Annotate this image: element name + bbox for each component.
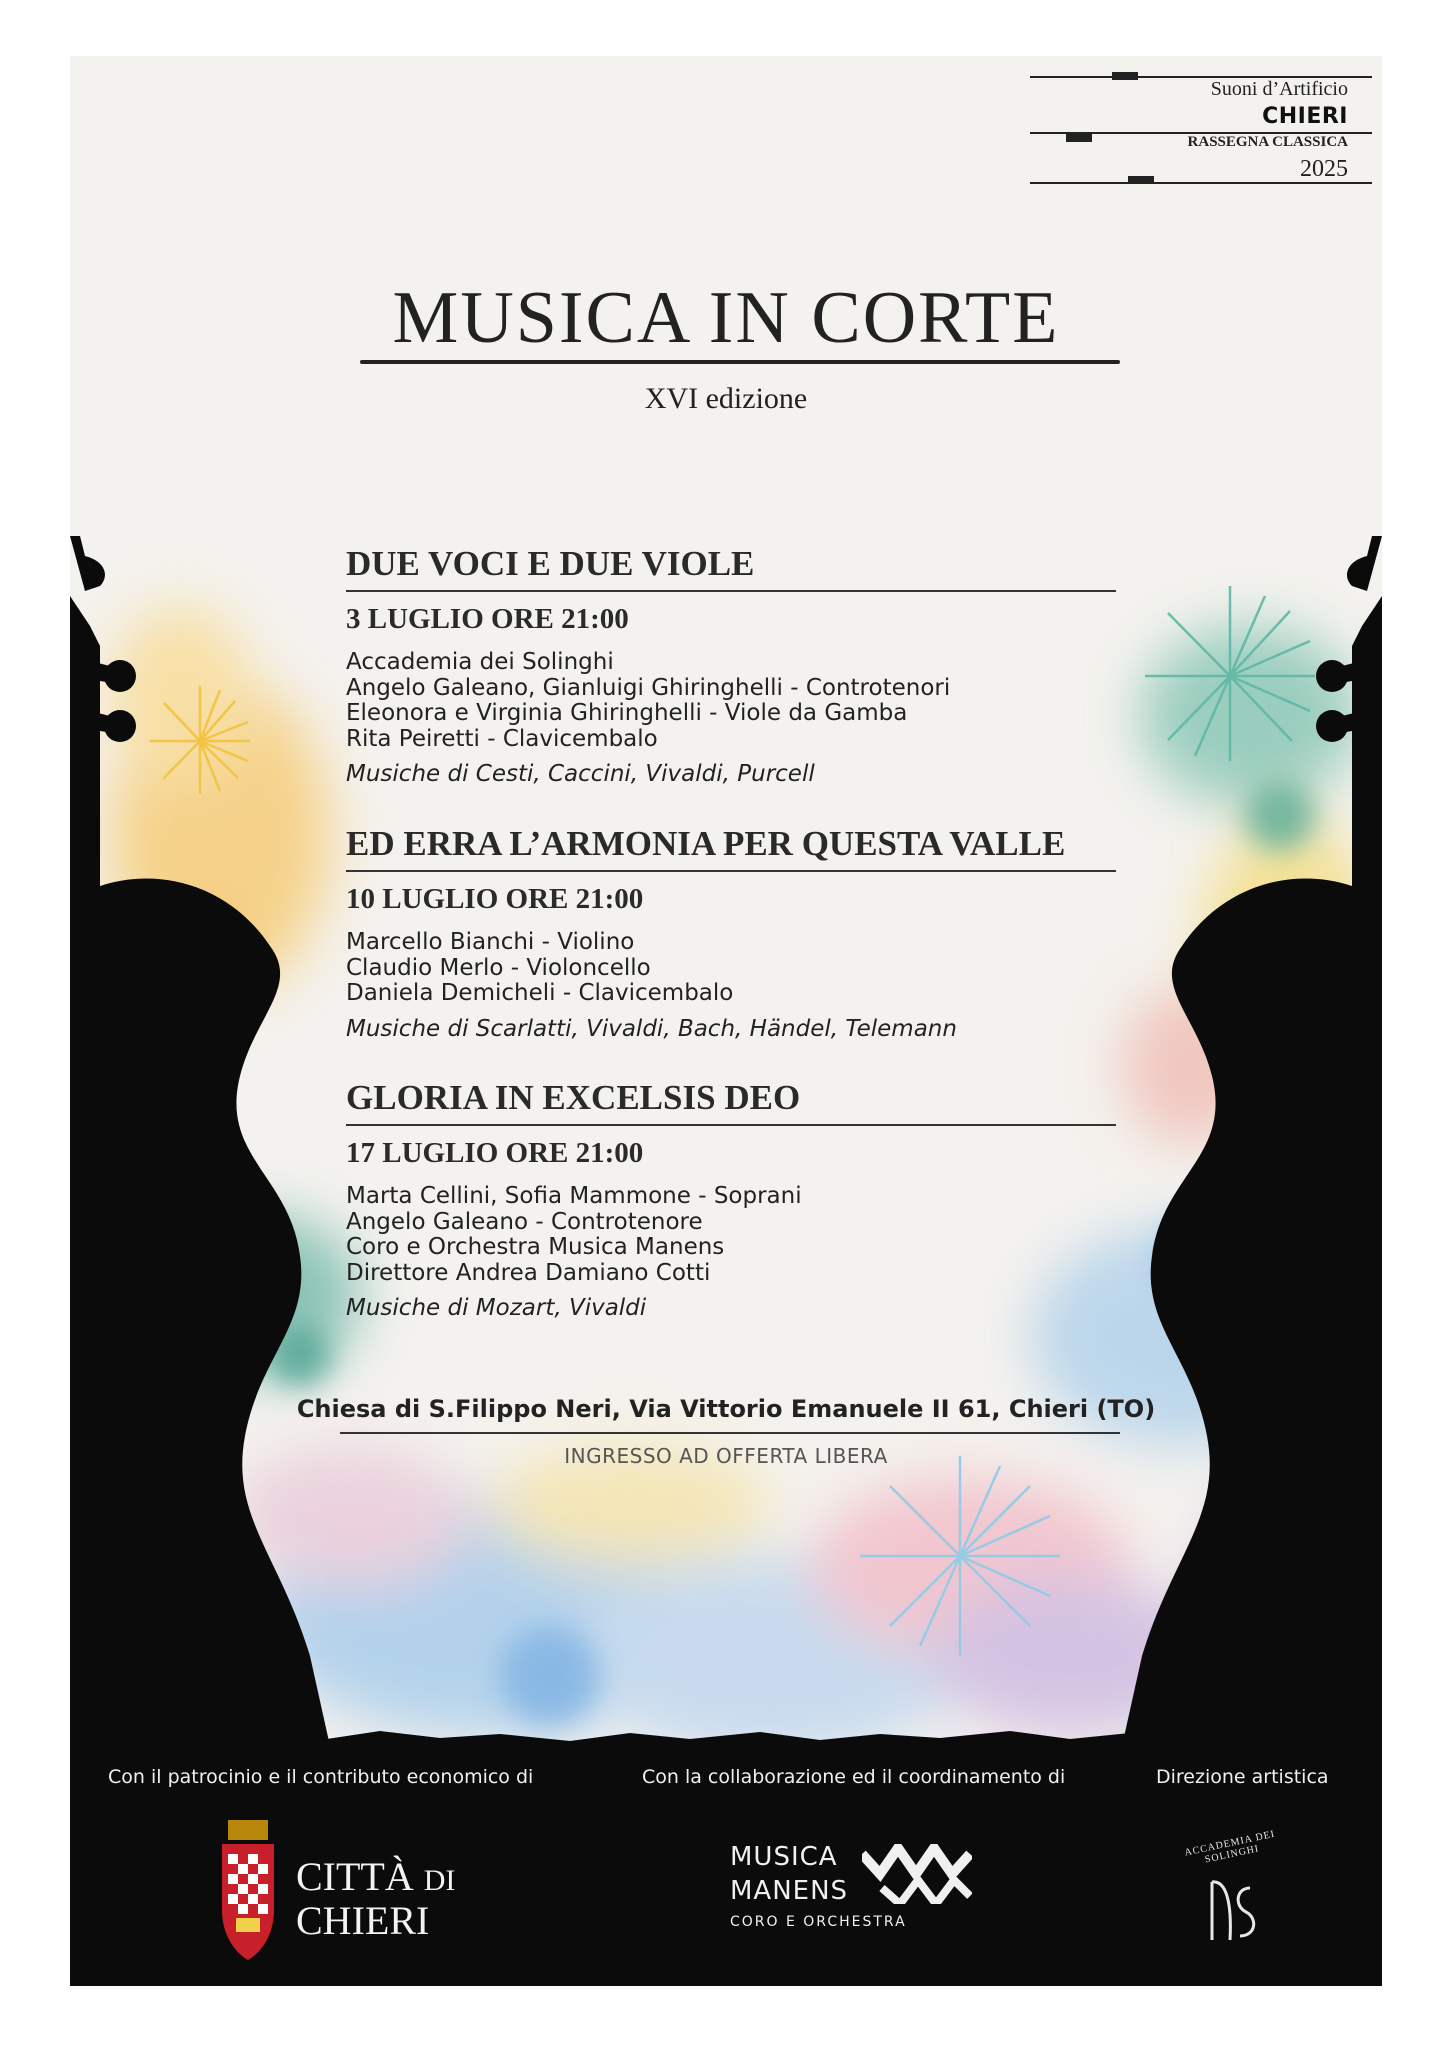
performer-line: Accademia dei Solinghi — [346, 649, 614, 675]
event-2 — [346, 824, 1116, 1043]
venue-rule — [340, 1432, 1120, 1434]
title-rule — [360, 360, 1120, 364]
brand-block — [1030, 64, 1372, 194]
performer-line: Angelo Galeano - Controtenore — [346, 1208, 703, 1235]
page-subtitle: XVI edizione — [644, 382, 808, 415]
entry-note: INGRESSO AD OFFERTA LIBERA — [564, 1444, 888, 1468]
collab-label: Con la collaborazione ed il coordinamento di — [642, 1766, 1066, 1788]
performer-line: Marcello Bianchi - Violino — [346, 929, 635, 955]
mm-line3: CORO E ORCHESTRA — [730, 1914, 907, 1930]
violin-right-silhouette — [1122, 536, 1382, 1746]
brand-line1: Suoni d’Artificio — [1210, 78, 1348, 100]
footer — [70, 1746, 1382, 1986]
citta-di-chieri-logo — [208, 1814, 468, 1964]
performer-line: Marta Cellini, Sofia Mammone - Soprani — [346, 1183, 802, 1209]
brand-line3: RASSEGNA CLASSICA — [1187, 134, 1348, 150]
event-title: GLORIA IN EXCELSIS DEO — [346, 1078, 1116, 1126]
event-title: DUE VOCI E DUE VIOLE — [346, 544, 1116, 592]
violin-left-silhouette — [70, 536, 330, 1746]
patronage-label: Con il patrocinio e il contributo economico di — [108, 1766, 534, 1788]
brand-line4: 2025 — [1300, 156, 1348, 182]
brand-line2: CHIERI — [1262, 104, 1348, 129]
event-date: 17 LUGLIO ORE 21:00 — [346, 1137, 644, 1169]
accademia-solinghi-logo — [1166, 1822, 1296, 1952]
performer-line: Angelo Galeano, Gianluigi Ghiringhelli - Controtenori — [346, 674, 951, 701]
performer-line: Daniela Demicheli - Clavicembalo — [346, 980, 734, 1006]
firework-blue — [860, 1456, 1060, 1656]
event-date: 10 LUGLIO ORE 21:00 — [346, 883, 644, 915]
direction-label: Direzione artistica — [1156, 1766, 1329, 1788]
page-title: MUSICA IN CORTE — [392, 277, 1060, 359]
city-name-line2: CHIERI — [296, 1898, 430, 1943]
wave-icon — [862, 1844, 972, 1904]
performer-line: Eleonora e Virginia Ghiringhelli - Viole da Gamba — [346, 700, 908, 726]
event-title: ED ERRA L’ARMONIA PER QUESTA VALLE — [346, 824, 1116, 872]
mm-line1: MUSICA — [730, 1842, 838, 1872]
event-composers: Musiche di Cesti, Caccini, Vivaldi, Purcell — [346, 761, 815, 787]
performer-line: Claudio Merlo - Violoncello — [346, 954, 651, 981]
poster — [70, 56, 1382, 1986]
city-di: DI — [423, 1864, 456, 1897]
event-3 — [346, 1078, 1116, 1322]
venue: Chiesa di S.Filippo Neri, Via Vittorio Emanuele II 61, Chieri (TO) — [296, 1395, 1156, 1423]
event-composers: Musiche di Mozart, Vivaldi — [346, 1295, 647, 1321]
as-text: ACCADEMIA DEI SOLINGHI — [1183, 1828, 1277, 1866]
mm-line2: MANENS — [730, 1876, 849, 1906]
event-performers — [346, 930, 1116, 1007]
city-name-line1 — [296, 1856, 455, 1902]
city-word: CITTÀ — [296, 1854, 414, 1899]
performer-line: Rita Peiretti - Clavicembalo — [346, 725, 658, 752]
performer-line: Direttore Andrea Damiano Cotti — [346, 1259, 711, 1286]
event-performers — [346, 650, 1116, 752]
event-composers: Musiche di Scarlatti, Vivaldi, Bach, Händel, Telemann — [346, 1015, 957, 1042]
event-performers — [346, 1184, 1116, 1286]
performer-line: Coro e Orchestra Musica Manens — [346, 1234, 725, 1260]
event-date: 3 LUGLIO ORE 21:00 — [346, 603, 629, 635]
event-1 — [346, 544, 1116, 788]
musica-manens-logo — [730, 1842, 990, 1952]
coat-of-arms-icon — [208, 1814, 288, 1964]
